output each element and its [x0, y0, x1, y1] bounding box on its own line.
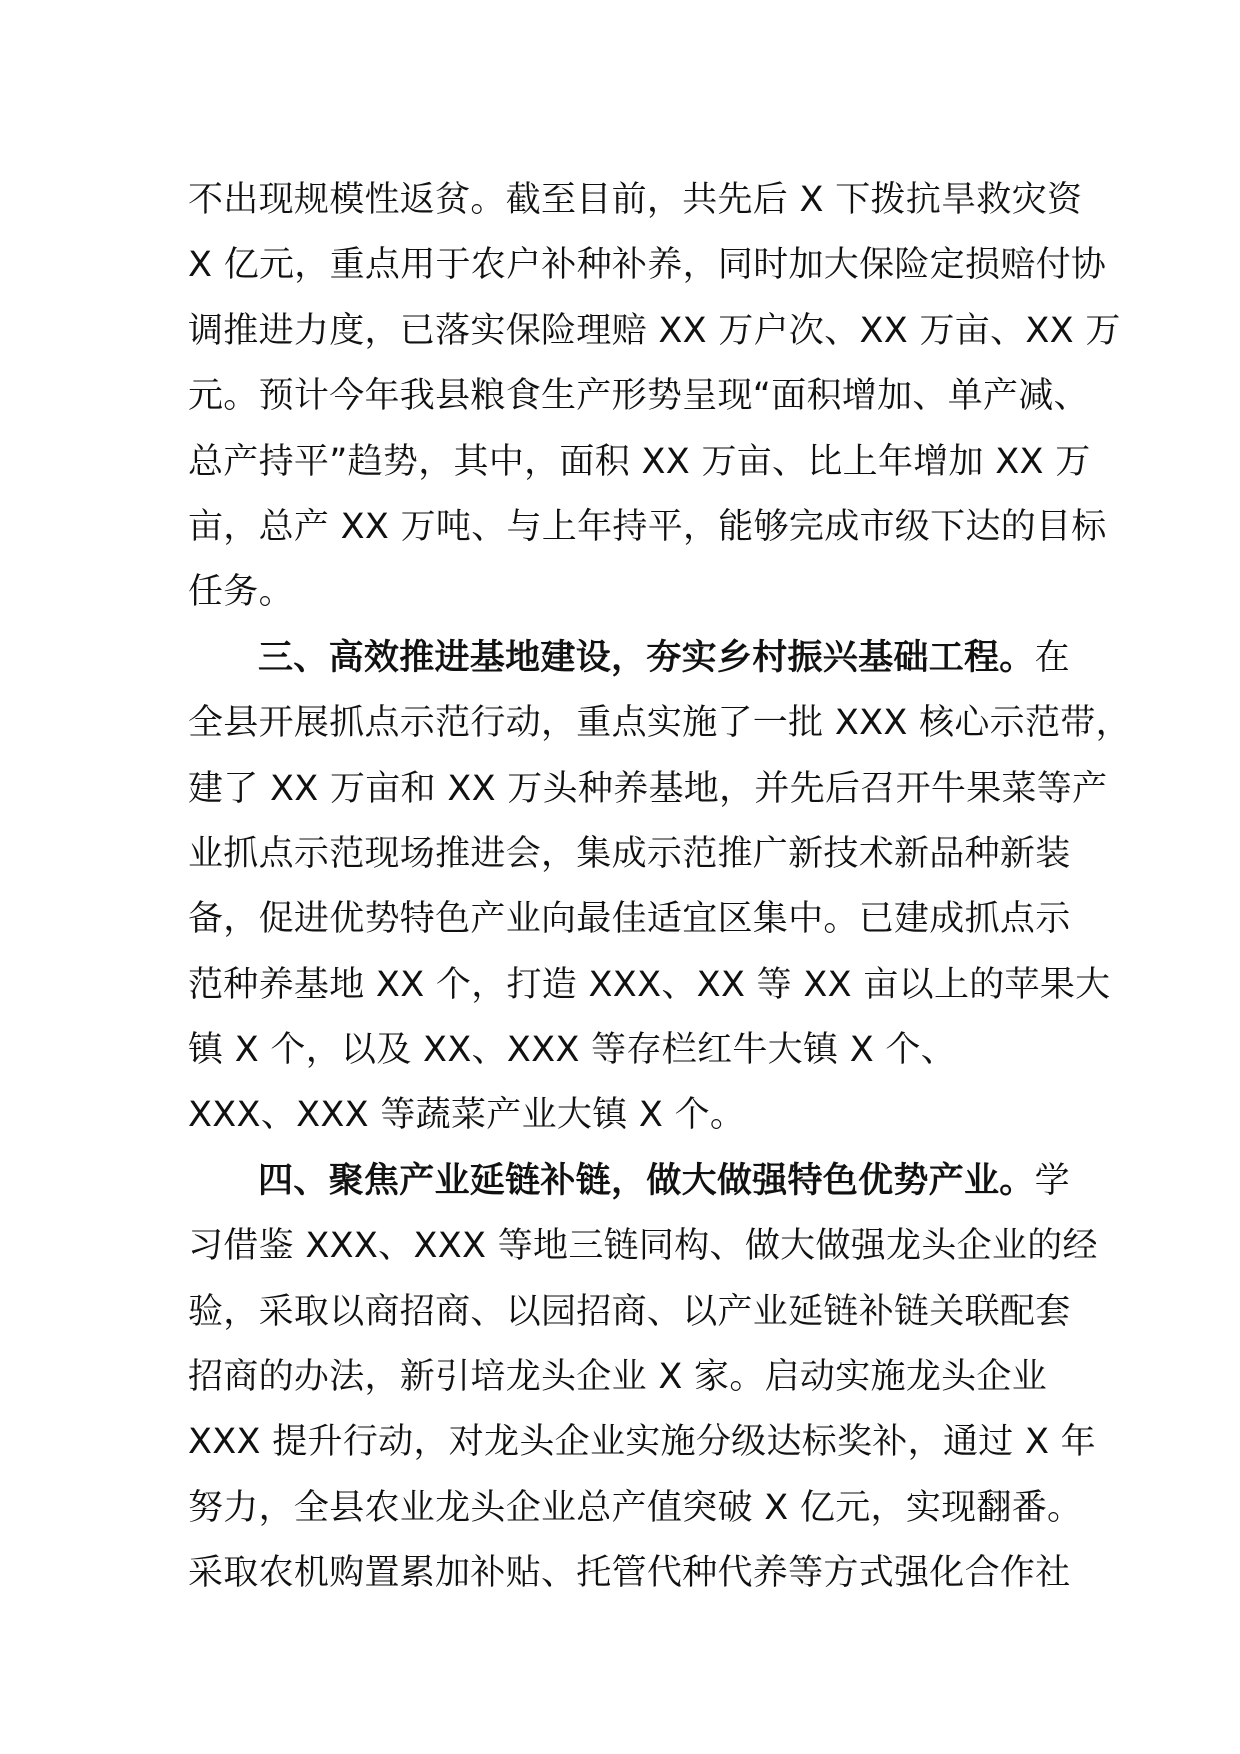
line-text: X 亿元，重点用于农户补种补养，同时加大保险定损赔付协 — [188, 245, 1107, 286]
document-body — [188, 168, 1131, 1607]
line-text: 习借鉴 XXX、XXX 等地三链同构、做大做强龙头企业的经 — [188, 1226, 1098, 1267]
line-text: 学 — [1034, 1160, 1070, 1201]
line-text: 努力，全县农业龙头企业总产值突破 X 亿元，实现翻番。 — [188, 1487, 1083, 1528]
line-text: 招商的办法，新引培龙头企业 X 家。启动实施龙头企业 — [188, 1357, 1048, 1398]
line-text: 亩，总产 XX 万吨、与上年持平，能够完成市级下达的目标 — [188, 506, 1107, 547]
text-line — [188, 1410, 1096, 1475]
line-text: 调推进力度，已落实保险理赔 XX 万户次、XX 万亩、XX 万 — [188, 310, 1121, 351]
text-line — [188, 168, 1088, 233]
text-line — [188, 364, 1088, 429]
text-line — [188, 757, 1108, 822]
text-line — [188, 822, 1088, 887]
text-line — [188, 299, 1121, 364]
section-heading-line — [188, 626, 1088, 691]
section-heading-line — [188, 1149, 1088, 1214]
line-text: 全县开展抓点示范行动，重点实施了一批 XXX 核心示范带， — [188, 703, 1131, 744]
line-text: 采取农机购置累加补贴、托管代种代养等方式强化合作社 — [188, 1553, 1071, 1594]
text-line — [188, 953, 1111, 1018]
text-line — [188, 1541, 1088, 1606]
line-text: 不出现规模性返贫。截至目前，共先后 X 下拨抗旱救灾资 — [188, 180, 1083, 220]
line-text: XXX、XXX 等蔬菜产业大镇 X 个。 — [188, 1095, 746, 1136]
section-heading: 三、高效推进基地建设，夯实乡村振兴基础工程。 — [258, 637, 1035, 678]
text-line — [188, 430, 1091, 495]
line-text: 镇 X 个，以及 XX、XXX 等存栏红牛大镇 X 个、 — [188, 1030, 956, 1071]
line-text: 验，采取以商招商、以园招商、以产业延链补链关联配套 — [188, 1291, 1071, 1332]
text-line — [188, 495, 1107, 560]
line-text: 元。预计今年我县粮食生产形势呈现“面积增加、单产减、 — [188, 376, 1089, 417]
text-line — [188, 1083, 1088, 1148]
line-text: 业抓点示范现场推进会，集成示范推广新技术新品种新装 — [188, 833, 1071, 874]
text-line — [188, 1345, 1088, 1410]
line-text: 任务。 — [188, 572, 294, 613]
text-line — [188, 1476, 1088, 1541]
text-line — [188, 887, 1088, 952]
line-text: 范种养基地 XX 个，打造 XXX、XX 等 XX 亩以上的苹果大 — [188, 964, 1111, 1005]
text-line — [188, 233, 1107, 298]
line-text: XXX 提升行动，对龙头企业实施分级达标奖补，通过 X 年 — [188, 1422, 1096, 1463]
line-text: 总产持平”趋势，其中，面积 XX 万亩、比上年增加 XX 万 — [188, 441, 1091, 482]
text-line — [188, 1018, 1088, 1083]
text-line — [188, 691, 1131, 756]
line-text: 备，促进优势特色产业向最佳适宜区集中。已建成抓点示 — [188, 899, 1071, 940]
text-line — [188, 560, 1088, 625]
text-line — [188, 1280, 1088, 1345]
line-text: 在 — [1034, 637, 1070, 678]
text-line — [188, 1214, 1098, 1279]
line-text: 建了 XX 万亩和 XX 万头种养基地，并先后召开牛果菜等产 — [188, 768, 1108, 809]
section-heading: 四、聚焦产业延链补链，做大做强特色优势产业。 — [258, 1160, 1035, 1201]
